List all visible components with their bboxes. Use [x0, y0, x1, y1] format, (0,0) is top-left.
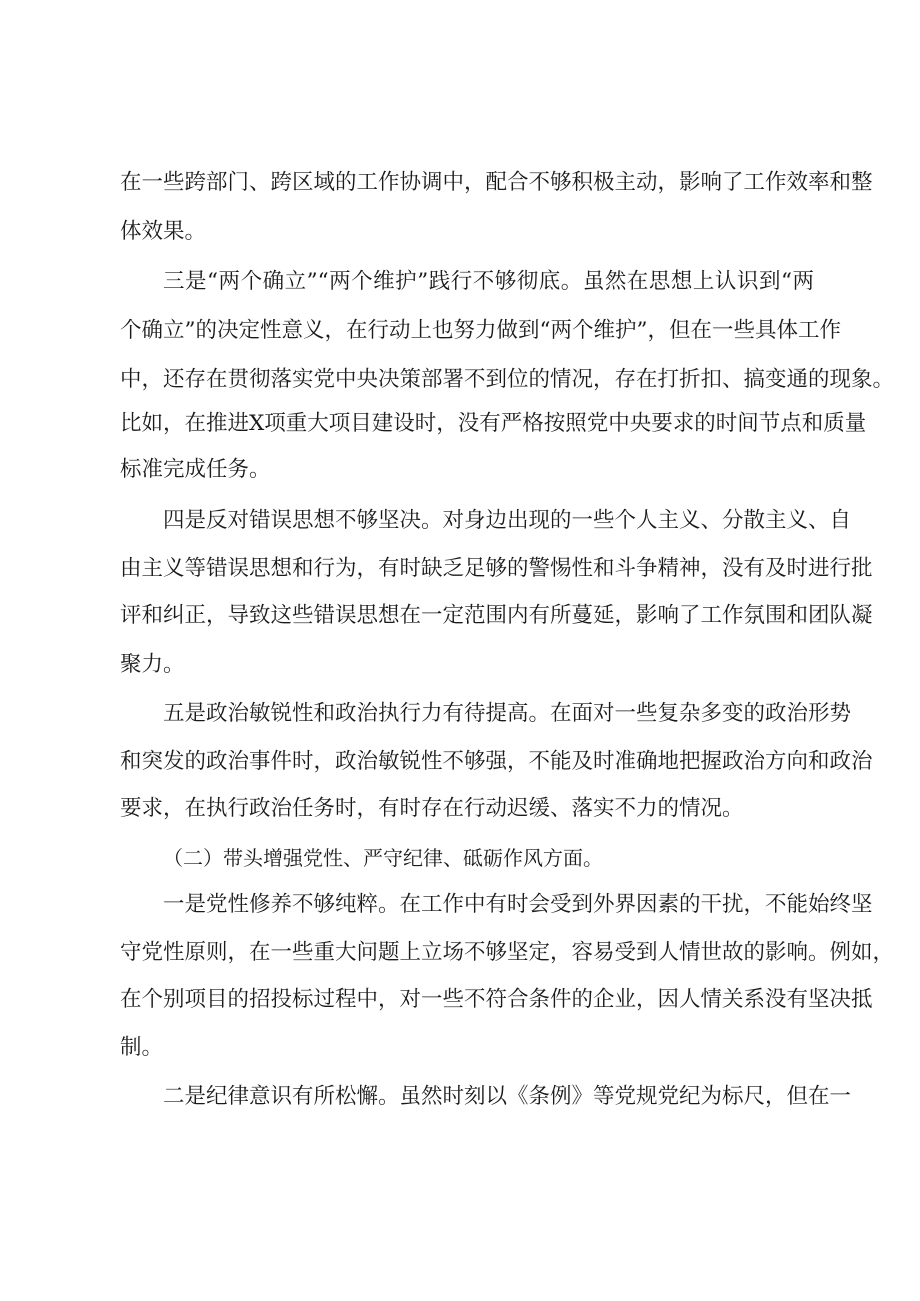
paragraph-2-line-4: 比如，在推进X项重大项目建设时，没有严格按照党中央要求的时间节点和质量: [120, 411, 867, 436]
paragraph-1-line-2: 体效果。: [120, 219, 207, 244]
paragraph-3-line-3: 评和纠正，导致这些错误思想在一定范围内有所蔓延，影响了工作氛围和团队凝: [120, 603, 873, 628]
paragraph-5-line-1: 一是党性修养不够纯粹。在工作中有时会受到外界因素的干扰，不能始终坚: [163, 892, 873, 917]
paragraph-2-line-5: 标准完成任务。: [120, 457, 271, 482]
section-heading: （二）带头增强党性、严守纪律、砥砺作风方面。: [163, 846, 603, 870]
paragraph-4-line-3: 要求，在执行政治任务时，有时存在行动迟缓、落实不力的情况。: [120, 796, 744, 821]
paragraph-5-line-2: 守党性原则，在一些重大问题上立场不够坚定，容易受到人情世故的影响。例如，: [120, 940, 895, 965]
paragraph-4-line-1: 五是政治敏锐性和政治执行力有待提高。在面对一些复杂多变的政治形势: [163, 701, 852, 726]
paragraph-2-line-1: 三是“两个确立”“两个维护”践行不够彻底。虽然在思想上认识到“两: [163, 269, 814, 294]
paragraph-3-line-4: 聚力。: [120, 652, 185, 677]
paragraph-5-line-3: 在个别项目的招投标过程中，对一些不符合条件的企业，因人情关系没有坚决抵: [120, 987, 873, 1012]
paragraph-6-line-1: 二是纪律意识有所松懈。虽然时刻以《条例》等党规党纪为标尺，但在一: [163, 1084, 852, 1109]
paragraph-3-line-2: 由主义等错误思想和行为，有时缺乏足够的警惕性和斗争精神，没有及时进行批: [120, 556, 873, 581]
paragraph-5-line-4: 制。: [120, 1035, 164, 1060]
paragraph-4-line-2: 和突发的政治事件时，政治敏锐性不够强，不能及时准确地把握政治方向和政治: [120, 749, 873, 774]
paragraph-2-line-3: 中，还存在贯彻落实党中央决策部署不到位的情况，存在打折扣、搞变通的现象。: [120, 367, 895, 392]
paragraph-2-line-2: 个确立”的决定性意义，在行动上也努力做到“两个维护”，但在一些具体工作: [120, 318, 841, 343]
paragraph-3-line-1: 四是反对错误思想不够坚决。对身边出现的一些个人主义、分散主义、自: [163, 508, 852, 533]
paragraph-1-line-1: 在一些跨部门、跨区域的工作协调中，配合不够积极主动，影响了工作效率和整: [120, 170, 873, 195]
